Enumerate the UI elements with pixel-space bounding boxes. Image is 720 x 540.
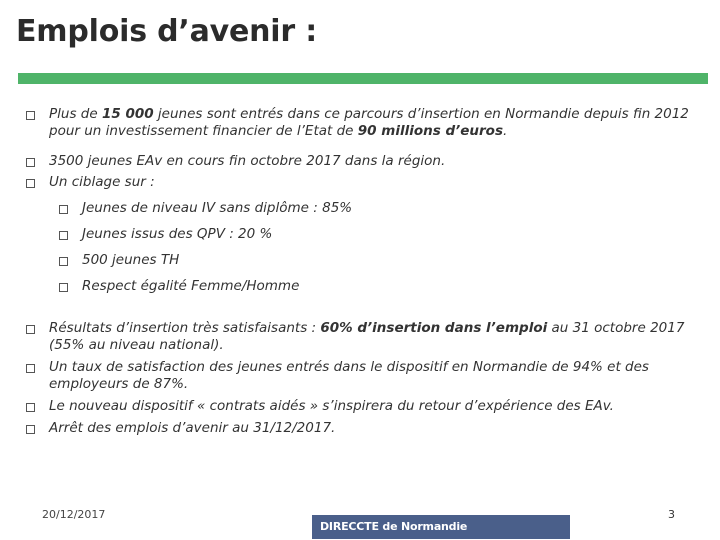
square-bullet-icon xyxy=(59,257,68,266)
slide-title: Emplois d’avenir : xyxy=(16,14,317,49)
bullet-text: Plus de 15 000 jeunes sont entrés dans ce parcours d’insertion en Normandie depuis fin 2012 pour un investissement financier de l’Etat de 90 millions d’euros. xyxy=(49,106,689,139)
bullet-text: Arrêt des emplois d’avenir au 31/12/2017. xyxy=(49,420,336,436)
bullet-item xyxy=(26,106,698,140)
footer-date: 20/12/2017 xyxy=(42,508,106,521)
bullet-item xyxy=(26,320,698,354)
bullet-item xyxy=(26,420,698,437)
bullet-item xyxy=(26,153,698,170)
bullet-text: 3500 jeunes EAv en cours fin octobre 2017 dans la région. xyxy=(49,153,446,169)
square-bullet-icon xyxy=(59,231,68,240)
square-bullet-icon xyxy=(26,158,35,167)
sub-bullet-item xyxy=(26,278,698,295)
square-bullet-icon xyxy=(26,111,35,120)
square-bullet-icon xyxy=(59,283,68,292)
sub-bullet-text: Jeunes issus des QPV : 20 % xyxy=(82,226,273,242)
sub-bullet-item xyxy=(26,252,698,269)
title-underline-bar xyxy=(18,73,708,84)
bullet-text: Le nouveau dispositif « contrats aidés » s’inspirera du retour d’expérience des EAv. xyxy=(49,398,614,414)
square-bullet-icon xyxy=(26,325,35,334)
bullet-item xyxy=(26,359,698,393)
logo-text: DIRECCTE de Normandie xyxy=(320,520,468,533)
square-bullet-icon xyxy=(59,205,68,214)
bullet-text: Résultats d’insertion très satisfaisants : 60% d’insertion dans l’emploi au 31 octobre 2017 (55% au niveau national). xyxy=(49,320,685,353)
square-bullet-icon xyxy=(26,403,35,412)
bullet-item xyxy=(26,398,698,415)
square-bullet-icon xyxy=(26,364,35,373)
slide-content xyxy=(26,106,698,437)
direccte-logo xyxy=(312,515,570,539)
page-number: 3 xyxy=(668,508,675,521)
sub-bullet-text: Respect égalité Femme/Homme xyxy=(82,278,300,294)
square-bullet-icon xyxy=(26,179,35,188)
bullet-text: Un ciblage sur : xyxy=(49,174,155,190)
sub-bullet-text: Jeunes de niveau IV sans diplôme : 85% xyxy=(82,200,353,216)
sub-bullet-text: 500 jeunes TH xyxy=(82,252,180,268)
bullet-item xyxy=(26,174,698,191)
square-bullet-icon xyxy=(26,425,35,434)
sub-bullet-item xyxy=(26,200,698,217)
sub-bullet-item xyxy=(26,226,698,243)
bullet-text: Un taux de satisfaction des jeunes entrés dans le dispositif en Normandie de 94% et des employeurs de 87%. xyxy=(49,359,649,392)
